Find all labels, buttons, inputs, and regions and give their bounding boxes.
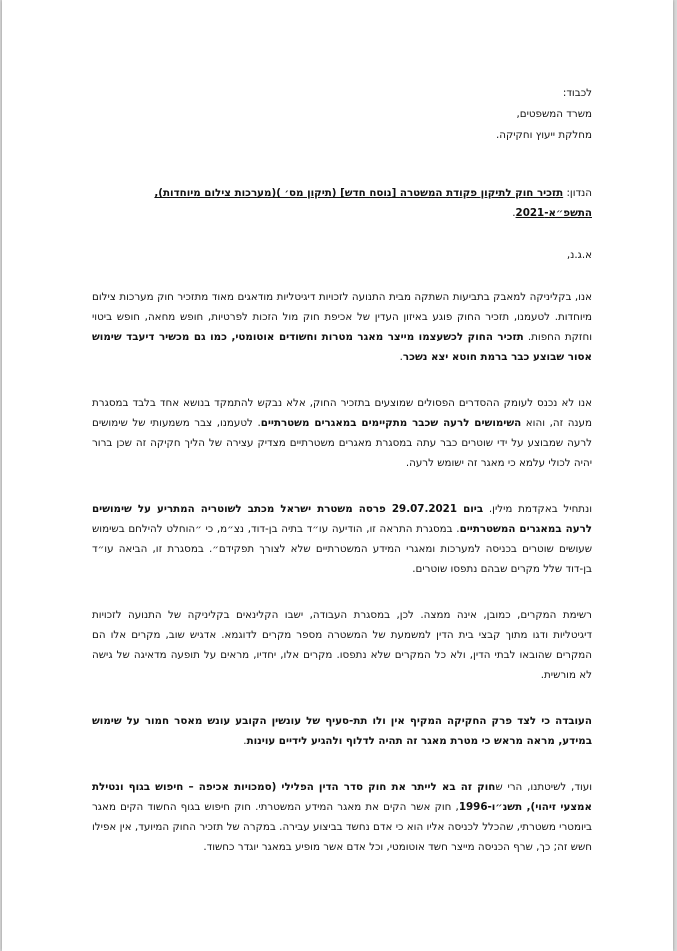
paragraph-2-bold: השימושים לרעה שכבר מתקיימים במאגרים משטרתיים (260, 417, 522, 429)
recipient-to: לכבוד: (562, 87, 592, 99)
paragraph-4 (92, 605, 592, 685)
paragraph-6 (92, 777, 592, 857)
letter-body (92, 83, 592, 857)
paragraph-2-end: . לטעמנו, צבר משמעותי של שימושים לרעה שמבוצע על ידי שוטרים כבר עתה במסגרת מאגרים משטרתיים מצדיק עצירה של הליך חקיקה זה שכן ברור יהיה לכולי עלמא כי מאגר זה ישומש לרעה. (92, 417, 592, 469)
recipient-department: מחלקת ייעוץ וחקיקה. (495, 129, 592, 141)
paragraph-6-bold: חוק זה בא לייתר את חוק סדר הדין הפלילי (סמכויות אכיפה – חיפוש בגוף ונטילת אמצעי זיהוי), תשנ״ו-1996 (92, 781, 592, 813)
paragraph-3-end: . במסגרת התראה זו, הודיעה עו״ד בתיה בן-דוד, נצ״מ, כי ״הוחלט להילחם בשימוש שעושים שוטרים בכניסה למערכות ומאגרי המידע המשטרתיים שלא לצורך תפקידם״. במסגרת זו, הביאה עו״ד בן-דוד שלל מקרים שבהם נתפסו שוטרים. (92, 523, 592, 575)
recipient-block (92, 83, 592, 146)
subject-line (92, 183, 592, 223)
paragraph-2 (92, 393, 592, 473)
paragraph-1-end: . (399, 351, 403, 363)
paragraph-5-end: . (243, 735, 247, 747)
recipient-ministry: משרד המשפטים, (516, 108, 592, 120)
paragraph-3-bold: ביום 29.07.2021 פרסה משטרת ישראל מכתב לשוטריה המתריע על שימושים לרעה במאגרים המשטרתיים (92, 503, 592, 535)
document-page (2, 0, 673, 951)
paragraph-6-text: ועוד, לשיטתנו, הרי ש (495, 781, 592, 793)
paragraph-3-text: ונתחיל באקדמת מילין. (483, 503, 593, 515)
paragraph-5-bold: העובדה כי לצד פרק החקיקה המקיף אין ולו תת-סעיף של עונשין הקובע עונש מאסר חמור על שימוש במידע, מראה מראש כי מטרת מאגר זה תהיה לדלוף ולהגיע לידיים עוינות (92, 715, 592, 747)
greeting: א.ג.נ, (566, 249, 592, 261)
subject-end: . (512, 207, 516, 219)
subject-prefix: הנדון: (563, 187, 592, 199)
paragraph-2-text: אנו לא נכנס לעומק ההסדרים הפסולים שמוצעים בתזכיר החוק, אלא נבקש להתמקד בנושא אחד בלבד במסגרת מענה זה, והוא (92, 397, 592, 429)
paragraph-1-bold: תזכיר החוק לכשעצמו מייצר מאגר מטרות וחשודים אוטומטי, כמו גם מכשיר דיעבד שימוש אסור שבוצע כבר ברמת חוטא יצא נשכר (92, 331, 592, 363)
paragraph-3 (92, 499, 592, 579)
subject-title: תזכיר חוק לתיקון פקודת המשטרה [נוסח חדש] (תיקון מס׳ )(מערכות צילום מיוחדות), התשפ״א-2021 (154, 187, 592, 219)
paragraph-1 (92, 287, 592, 367)
paragraph-4-text: רשימת המקרים, כמובן, אינה ממצה. לכן, במסגרת העבודה, ישבו הקלינאים בקליניקה של התנועה לזכויות דיגיטליות ודגו מתוך קבצי בית הדין למשמעת של המשטרה מספר מקרים לדוגמא. אדגיש שוב, מקרים אלו הם המקרים שהובאו לבתי הדין, ולא כל המקרים שלא נתפסו. מקרים אלו, יחדיו, מראים על תופעה מדאיגה של גישה לא מורשית. (92, 609, 592, 681)
paragraph-6-end: , חוק אשר הקים את מאגר המידע המשטרתי. חוק חיפוש בגוף החשוד הקים מאגר ביומטרי משטרתי, שהכלל לכניסה אליו הוא כי אדם נחשד בביצוע עבירה. במקרה של תזכיר החוק המיועד, אין אפילו חשש זה; כך, שרף הכניסה מייצר חשד אוטומטי, וכל אדם אשר מופיע במאגר יוגדר כחשוד. (92, 801, 592, 853)
paragraph-1-text: אנו, בקליניקה למאבק בתביעות השתקה מבית התנועה לזכויות דיגיטליות מודאגים מאוד מתזכיר חוק מערכות צילום מיוחדות. לטעמנו, תזכיר החוק פוגע באיזון העדין של אכיפת חוק מול הזכות לפרטיות, חופש מחאה, חופש ביטוי וחזקת החפות. (92, 291, 592, 343)
paragraph-5 (92, 711, 592, 751)
